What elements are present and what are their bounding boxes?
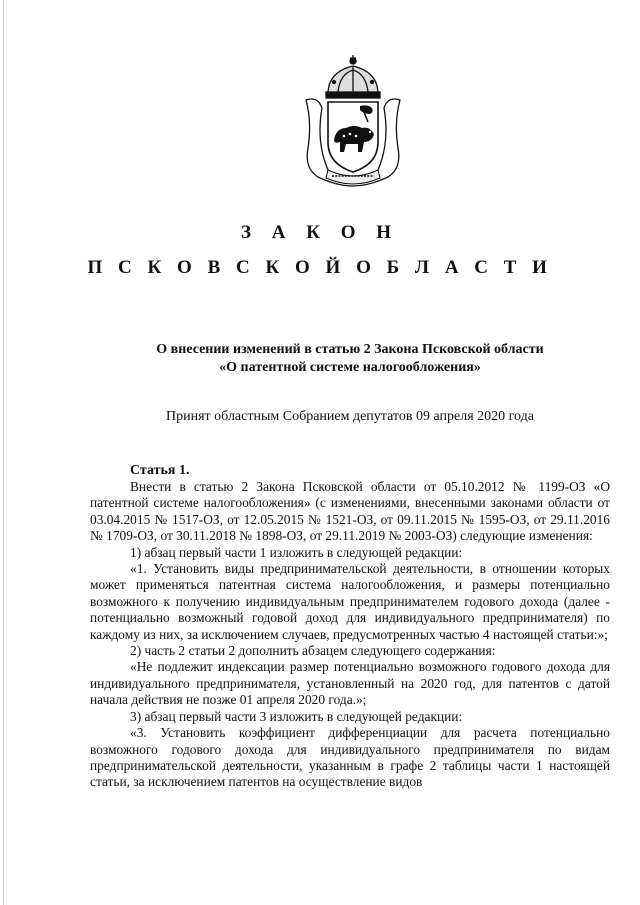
- article-paragraph: «1. Установить виды предпринимательской деятельности, в отношении которых может применяться патентная система налогообложения, и размеры потенциально возможного к получению индивидуальным предпринимателем годового дохода (далее - потенциально возможный годовой доход для индивидуального предпринимателя) по каждому из них, за исключением случаев, предусмотренных частью 4 настоящей статьи:»;: [90, 561, 610, 642]
- scan-edge: [3, 0, 4, 905]
- article-body: [90, 479, 610, 791]
- article-paragraph: 3) абзац первый части 3 изложить в следующей редакции:: [130, 708, 463, 724]
- article-heading: Статья 1.: [130, 463, 190, 478]
- document-title: З А К О Н: [240, 222, 400, 243]
- adoption-note: Принят областным Собранием депутатов 09 апреля 2020 года: [166, 409, 534, 424]
- article-paragraph: «Не подлежит индексации размер потенциально возможного годового дохода для индивидуального предпринимателя, установленный на 2020 год, для патентов с датой начала действия не позже 01 апреля 2020 года.»;: [90, 659, 610, 708]
- law-subject-line-1: О внесении изменений в статью 2 Закона Псковской области: [156, 342, 544, 357]
- law-subject-line-2: «О патентной системе налогообложения»: [219, 360, 481, 375]
- law-subject: [100, 341, 600, 377]
- article-paragraph: «3. Установить коэффициент дифференциации для расчета потенциально возможного годового дохода для индивидуального предпринимателя по видам предпринимательской деятельности, указанным в графе 2 таблицы части 1 настоящей статьи, за исключением патентов на осуществление видов: [90, 725, 610, 790]
- article-paragraph: 1) абзац первый части 1 изложить в следующей редакции:: [130, 544, 463, 560]
- document-subtitle: П С К О В С К О Й О Б Л А С Т И: [87, 257, 553, 278]
- article-paragraph: Внести в статью 2 Закона Псковской области от 05.10.2012 № 1199-ОЗ «О патентной системе налогообложения» (с изменениями, внесенными законами области от 03.04.2015 № 1517-ОЗ, от 12.05.2015 № 1521-ОЗ, от 09.11.2015 № 1595-ОЗ, от 29.11.2016 № 1709-ОЗ, от 30.11.2018 № 1898-ОЗ, от 29.11.2019 № 2003-ОЗ) следующие изменения:: [90, 479, 610, 544]
- coat-of-arms-icon: [298, 52, 408, 192]
- article-paragraph: 2) часть 2 статьи 2 дополнить абзацем следующего содержания:: [130, 643, 496, 659]
